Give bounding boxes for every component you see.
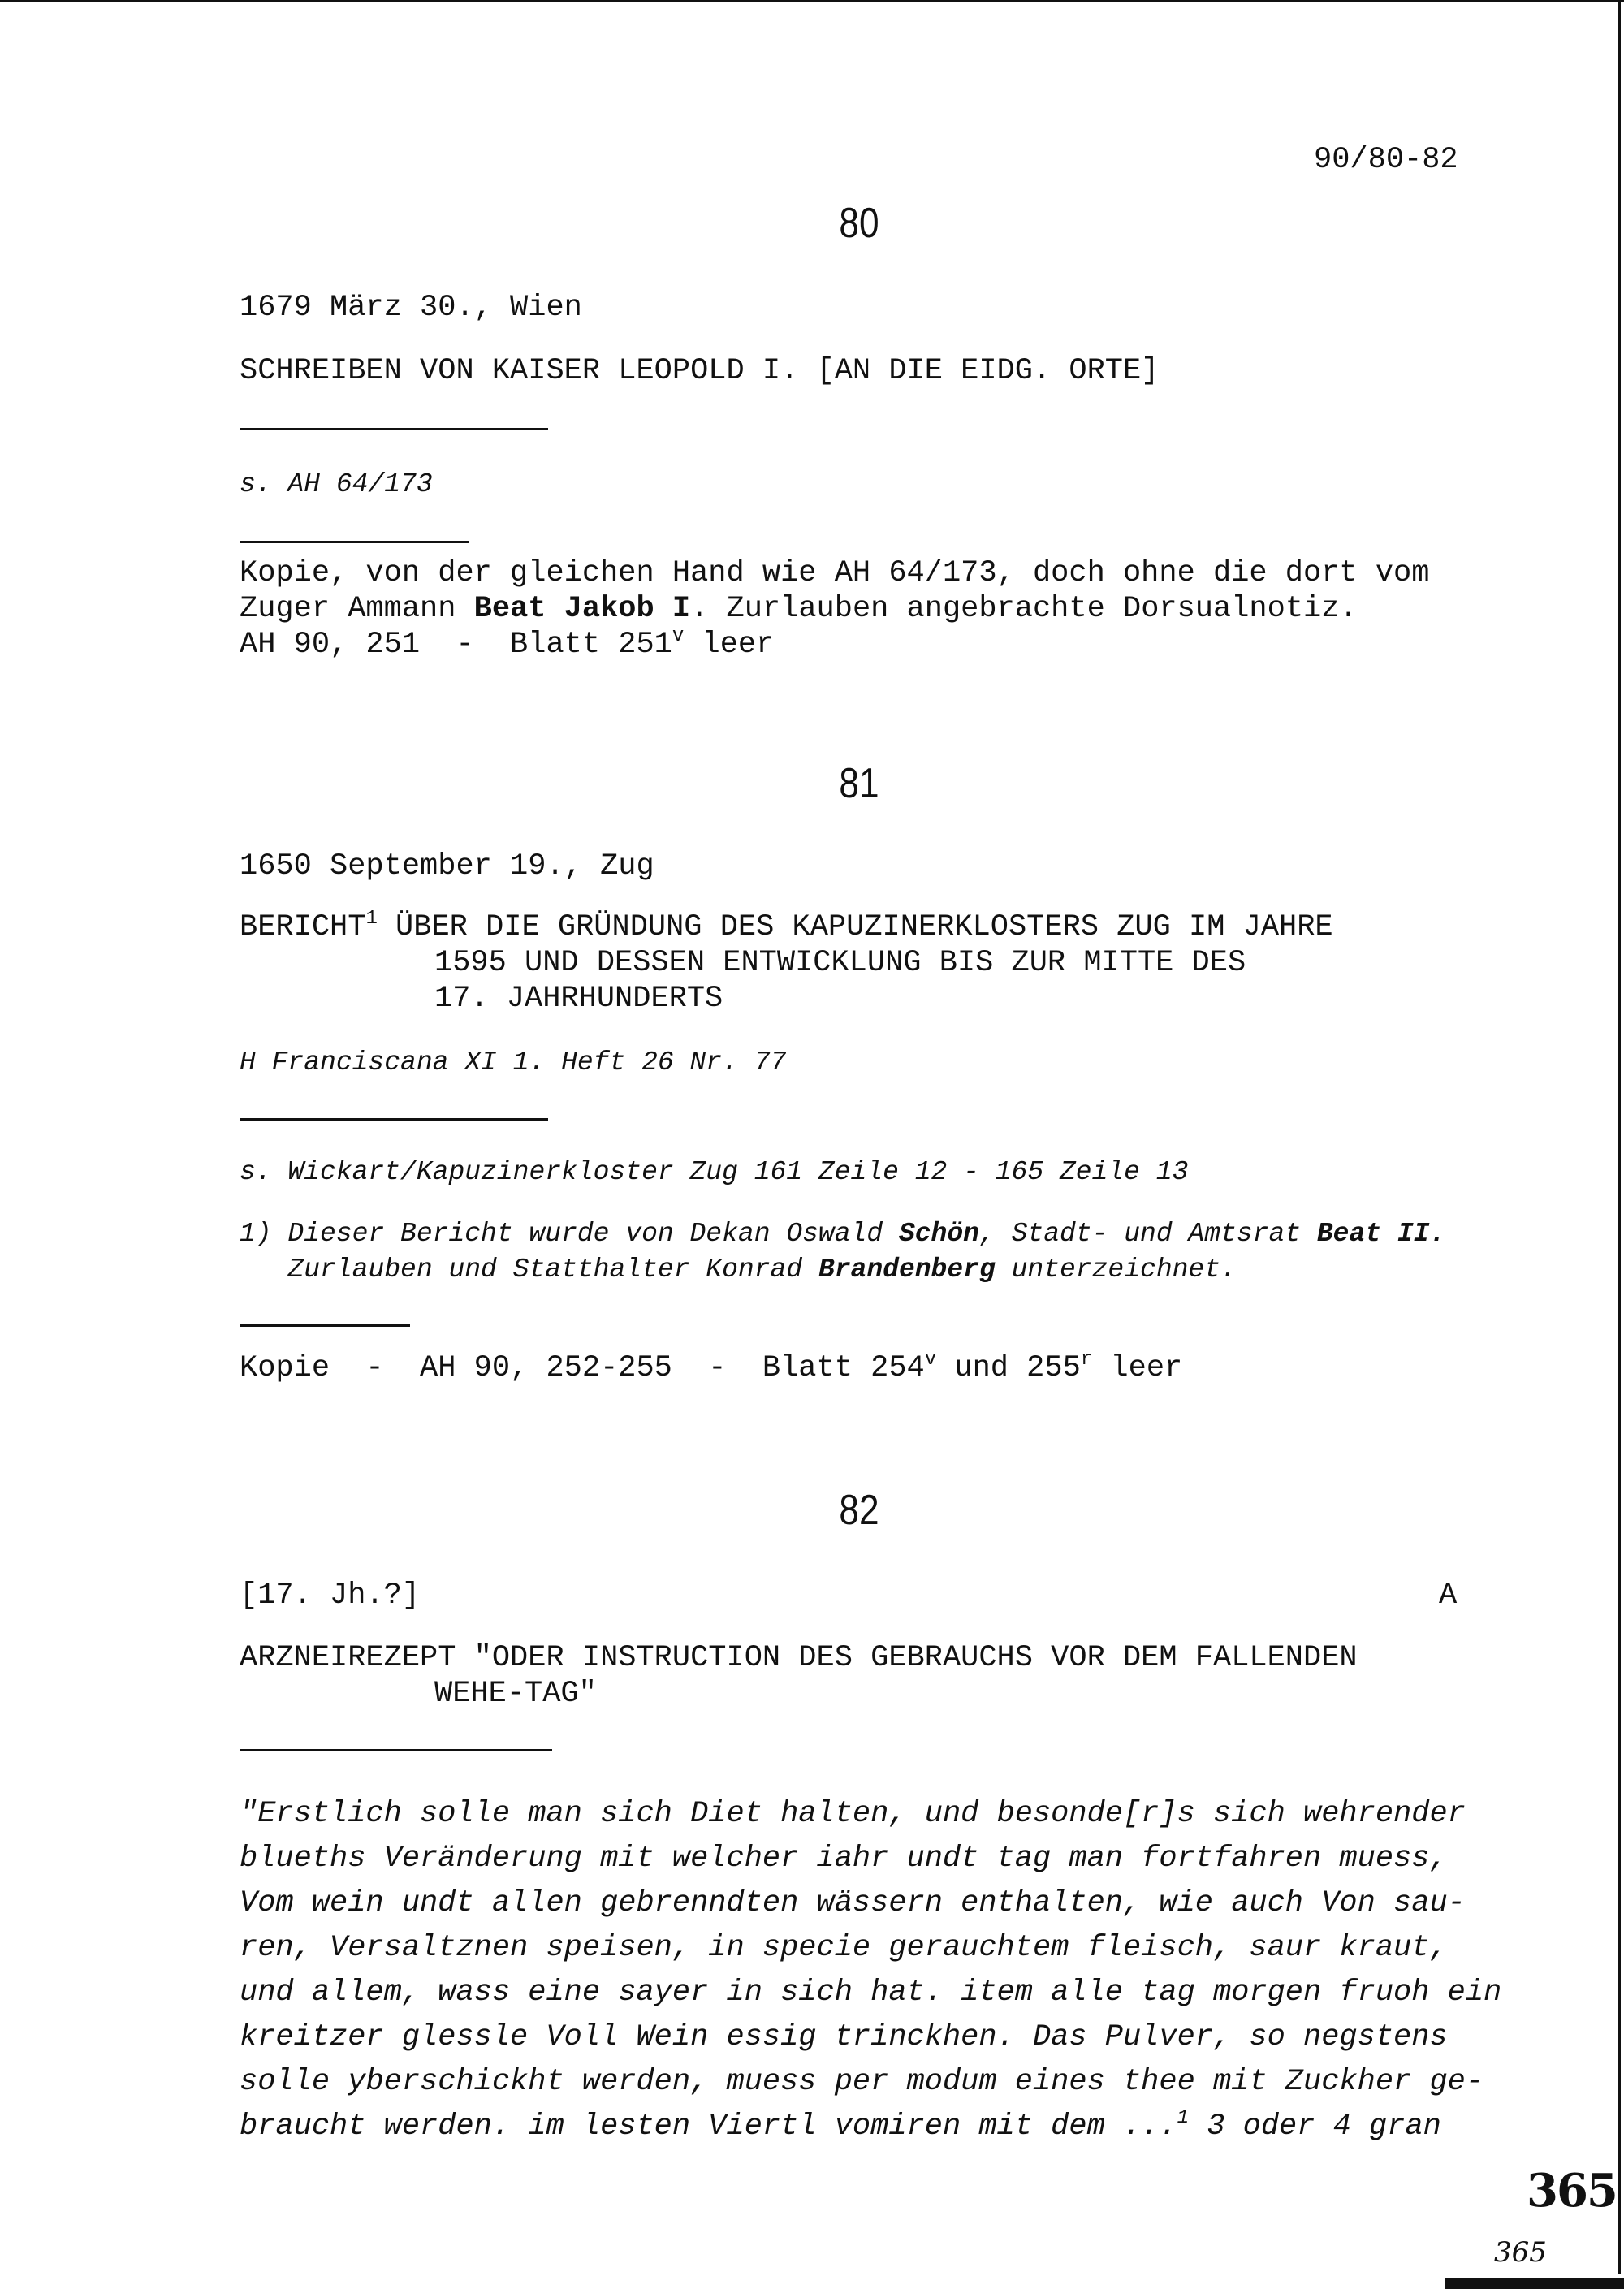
entry-source: H Franciscana XI 1. Heft 26 Nr. 77 [240,1047,787,1078]
superscript: r [1080,1349,1093,1371]
entry-reference: s. AH 64/173 [240,469,433,499]
footnote-marker: 1 [365,908,378,930]
title-text: 17. JAHRHUNDERTS [434,982,723,1016]
note-text: und 255 [936,1351,1081,1385]
entry-number-82: 82 [839,1487,879,1534]
scan-bottom-edge [1445,2278,1624,2289]
entry-number-80: 80 [839,200,879,247]
footnote-marker: 1 [1177,2107,1189,2129]
title-text: 1595 UND DESSEN ENTWICKLUNG BIS ZUR MITTE DES [434,946,1246,980]
entry-title [240,909,1333,1017]
entry-date: [17. Jh.?] [240,1579,421,1613]
footnote-text: , Stadt- und Amtsrat [978,1219,1317,1249]
title-text: ÜBER DIE GRÜNDUNG DES KAPUZINERKLOSTERS ZUG IM JAHRE [377,910,1333,944]
superscript: v [672,625,685,647]
text-line: blueths Veränderung mit welcher iahr undt tag man fortfahren muess, [240,1842,1448,1876]
note-text: Kopie - AH 90, 252-255 - Blatt 254 [240,1351,925,1385]
folio-pencil-note: 365 [1494,2236,1547,2269]
transcription [240,1792,1501,2149]
entry-note [240,1350,1182,1386]
text-line: "Erstlich solle man sich Diet halten, und besonde[r]s sich wehrender [240,1797,1466,1831]
superscript: v [924,1349,937,1371]
divider [240,1749,552,1751]
divider [240,1324,410,1327]
text-line: kreitzer glessle Voll Wein essig trinckhen. Das Pulver, so negstens [240,2020,1448,2054]
title-text: BERICHT [240,910,366,944]
title-text: ARZNEIREZEPT "ODER INSTRUCTION DES GEBRAUCHS VOR DEM FALLENDEN [240,1641,1358,1675]
entry-number-81: 81 [839,760,879,807]
divider [240,1118,548,1121]
text-line: solle yberschickht werden, muess per modum eines thee mit Zuckher ge- [240,2065,1484,2099]
person-name: Schön [898,1219,979,1249]
note-line: AH 90, 251 - Blatt 251 [240,628,672,662]
page-reference: 90/80-82 [1314,143,1458,177]
text-line: braucht werden. im lesten Viertl vomiren mit dem ... [240,2110,1177,2144]
scan-top-edge [0,0,1624,2]
note-text: leer [684,628,775,662]
text-line: 3 oder 4 gran [1189,2110,1441,2144]
entry-date: 1650 September 19., Zug [240,849,654,883]
footnote-text: Dieser Bericht wurde von Dekan Oswald [287,1219,899,1249]
entry-reference: s. Wickart/Kapuzinerkloster Zug 161 Zeile 12 - 165 Zeile 13 [240,1157,1189,1187]
person-name: Beat Jakob I [473,592,691,626]
note-text: . Zurlauben angebrachte Dorsualnotiz. [690,592,1358,626]
entry-title [240,1640,1358,1712]
entry-title: SCHREIBEN VON KAISER LEOPOLD I. [AN DIE EIDG. ORTE] [240,354,1160,388]
text-line: und allem, wass eine sayer in sich hat. item alle tag morgen fruoh ein [240,1976,1502,2010]
entry-note [240,555,1429,663]
note-line: Kopie, von der gleichen Hand wie AH 64/173, doch ohne die dort vom [240,556,1430,590]
text-line: ren, Versaltznen speisen, in specie gerauchtem fleisch, saur kraut, [240,1931,1448,1965]
divider [240,541,469,543]
title-text: WEHE-TAG" [434,1677,597,1711]
text-line: Vom wein undt allen gebrenndten wässern enthalten, wie auch Von sau- [240,1886,1466,1920]
person-name: Beat II. [1316,1219,1446,1249]
note-text: leer [1092,1351,1183,1385]
footnote-marker: 1) [240,1219,272,1249]
entry-date: 1679 März 30., Wien [240,291,582,325]
footnote [240,1216,1445,1288]
person-name: Brandenberg [818,1255,996,1285]
note-line: Zuger Ammann [240,592,474,626]
scan-right-edge [1618,0,1621,2274]
folio-stamp: 365 [1527,2164,1617,2218]
footnote-text: unterzeichnet. [995,1255,1237,1285]
version-marker: A [1439,1579,1458,1613]
divider [240,428,548,430]
footnote-text: Zurlauben und Statthalter Konrad [287,1255,818,1285]
